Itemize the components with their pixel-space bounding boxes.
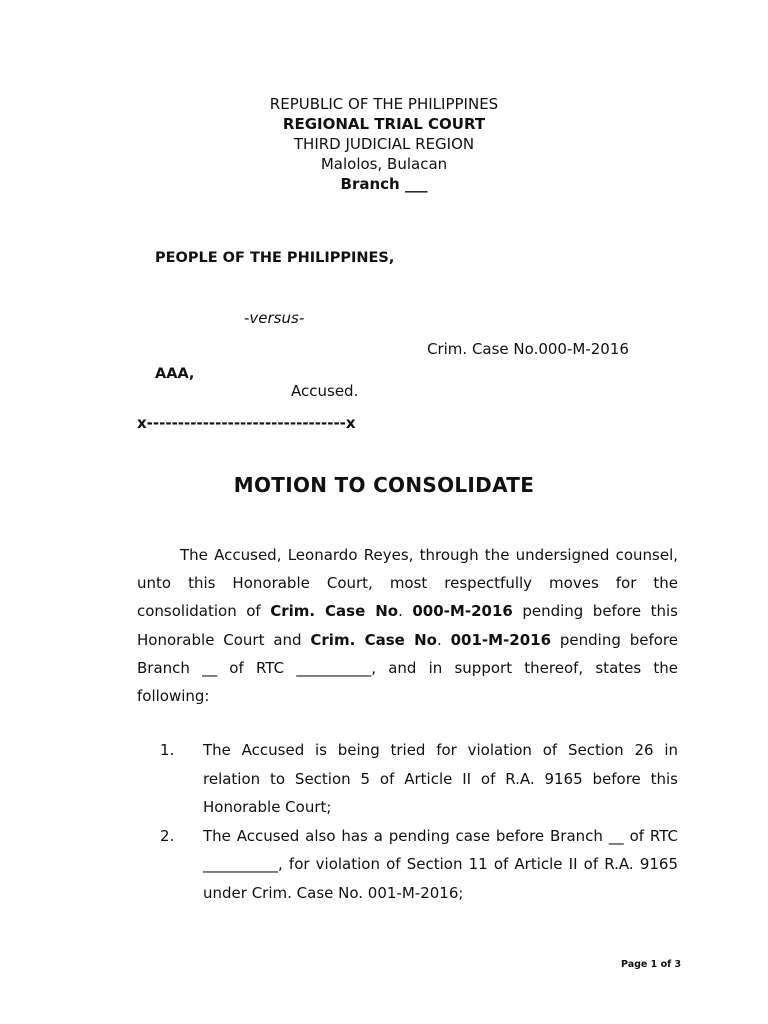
case2-number: 001-M-2016	[450, 630, 552, 649]
list-item-text: The Accused also has a pending case before Branch __ of RTC __________, for violation of Section 11 of Article II of R.A. 9165 under Crim. Case No. 001-M-2016;	[203, 826, 678, 902]
list-item	[160, 736, 678, 822]
header-republic: REPUBLIC OF THE PHILIPPINES	[269, 95, 499, 113]
case2-dot: .	[436, 630, 451, 649]
list-item	[160, 822, 678, 908]
header-region: THIRD JUDICIAL REGION	[293, 135, 475, 153]
caption-divider: x--------------------------------x	[137, 414, 356, 432]
accused-label: Accused.	[291, 382, 359, 400]
numbered-list	[160, 736, 678, 908]
case1-dot: .	[398, 602, 413, 621]
intro-paragraph	[137, 541, 678, 710]
document-title: MOTION TO CONSOLIDATE	[233, 473, 535, 497]
list-item-number: 1.	[160, 741, 175, 759]
accused-name: AAA,	[155, 366, 195, 382]
versus-label: -versus-	[244, 309, 305, 327]
header-location: Malolos, Bulacan	[320, 155, 448, 173]
header-branch: Branch ___	[340, 175, 428, 193]
case1-number: 000-M-2016	[412, 602, 513, 621]
header-court: REGIONAL TRIAL COURT	[282, 115, 486, 133]
case1-label: Crim. Case No	[270, 602, 399, 621]
list-item-text: The Accused is being tried for violation of Section 26 in relation to Section 5 of Article II of R.A. 9165 before this Honorable Court;	[203, 741, 678, 817]
intro-text-2: pending before this Honorable Court and	[137, 602, 678, 649]
intro-text-3: pending before Branch __ of RTC __________, and in support thereof, states the following:	[137, 630, 678, 706]
page-number: Page 1 of 3	[621, 959, 682, 970]
case2-label: Crim. Case No	[310, 630, 437, 649]
court-header	[0, 94, 768, 194]
list-item-number: 2.	[160, 826, 175, 845]
intro-text-1: The Accused, Leonardo Reyes, through the undersigned counsel, unto this Honorable Court, most respectfully moves for the consolidation of	[137, 546, 678, 621]
case-number: Crim. Case No.000-M-2016	[427, 340, 629, 358]
plaintiff-name: PEOPLE OF THE PHILIPPINES,	[155, 250, 395, 266]
